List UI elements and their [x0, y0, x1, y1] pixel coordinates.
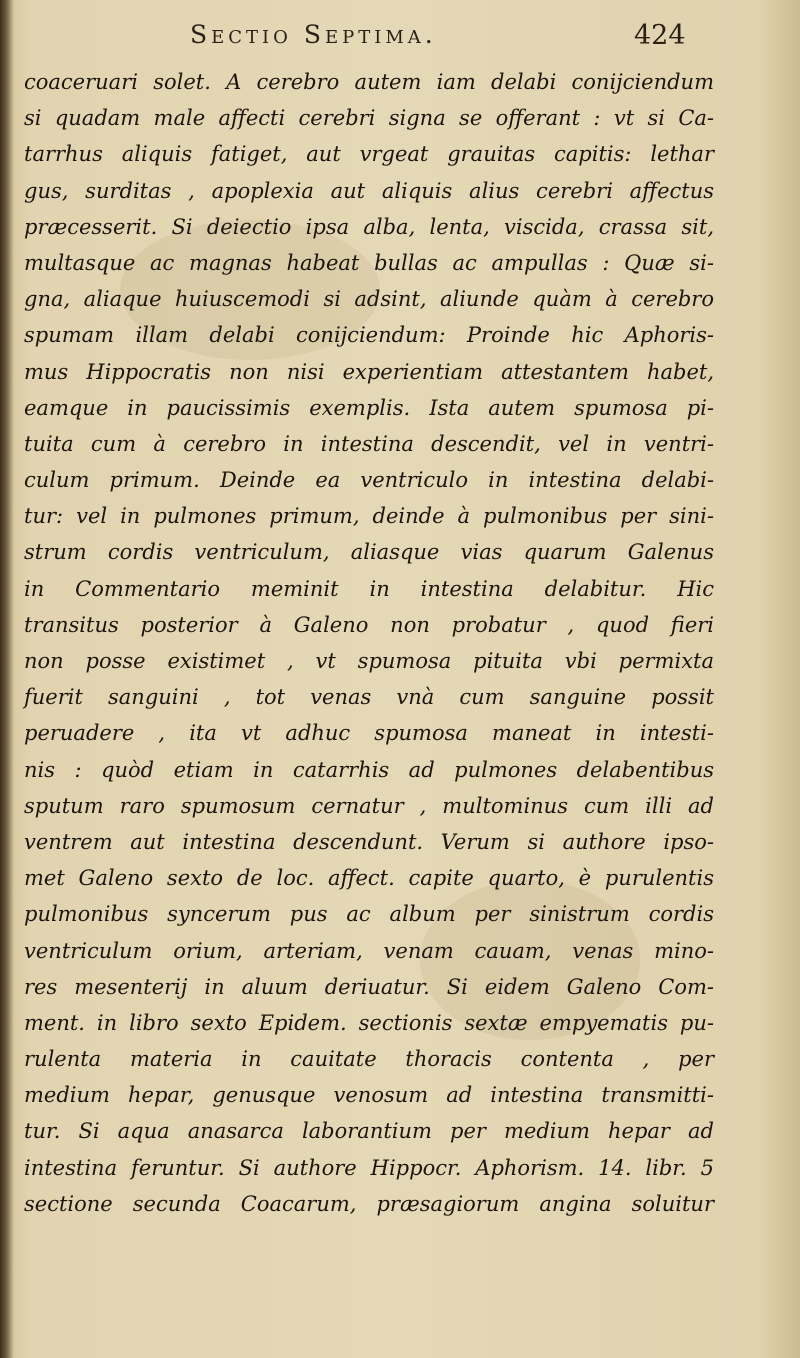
text-line: si quadam male affecti cerebri signa se offerant : vt si Ca-	[24, 106, 714, 131]
text-line: pulmonibus syncerum pus ac album per sinistrum cordis	[24, 902, 714, 927]
text-line: gna, aliaque huiuscemodi si adsint, aliunde quàm à cerebro	[24, 287, 714, 312]
page-number: 424	[634, 20, 686, 51]
text-line: coaceruari solet. A cerebro autem iam delabi conijciendum	[24, 70, 714, 94]
text-line: medium hepar, genusque venosum ad intestina transmitti-	[24, 1083, 714, 1108]
text-line: met Galeno sexto de loc. affect. capite quarto, è purulentis	[24, 866, 714, 891]
text-line: tuita cum à cerebro in intestina descendit, vel in ventri-	[24, 431, 714, 456]
text-line: strum cordis ventriculum, aliasque vias quarum Galenus	[24, 540, 714, 565]
text-line: sputum raro spumosum cernatur , multominus cum illi ad	[24, 793, 714, 818]
text-line: sectione secunda Coacarum, præsagiorum angina soluitur	[24, 1191, 714, 1216]
text-line: tarrhus aliquis fatiget, aut vrgeat grauitas capitis: lethar	[24, 142, 714, 167]
text-line: rulenta materia in cauitate thoracis contenta , per	[24, 1047, 714, 1072]
running-head: Sectio Septima.	[190, 20, 437, 49]
text-line: eamque in paucissimis exemplis. Ista autem spumosa pi-	[24, 395, 714, 420]
text-line: ment. in libro sexto Epidem. sectionis sextæ empyematis pu-	[24, 1010, 714, 1035]
text-line: mus Hippocratis non nisi experientiam attestantem habet,	[24, 359, 714, 384]
text-line: gus, surditas , apoplexia aut aliquis alius cerebri affectus	[24, 178, 714, 203]
text-line: spumam illam delabi conijciendum: Proinde hic Aphoris-	[24, 323, 714, 348]
text-line: tur. Si aqua anasarca laborantium per medium hepar ad	[24, 1119, 714, 1144]
text-line: transitus posterior à Galeno non probatur , quod fieri	[24, 612, 714, 637]
text-line: ventrem aut intestina descendunt. Verum si authore ipso-	[24, 829, 714, 854]
text-line: intestina feruntur. Si authore Hippocr. Aphorism. 14. libr. 5	[24, 1155, 714, 1180]
text-line: res mesenterij in aluum deriuatur. Si eidem Galeno Com-	[24, 974, 714, 999]
text-line: multasque ac magnas habeat bullas ac ampullas : Quæ si-	[24, 250, 714, 275]
text-line: culum primum. Deinde ea ventriculo in intestina delabi-	[24, 468, 714, 493]
text-line: fuerit sanguini , tot venas vnà cum sanguine possit	[24, 685, 714, 710]
text-line: peruadere , ita vt adhuc spumosa maneat in intesti-	[24, 721, 714, 746]
text-line: tur: vel in pulmones primum, deinde à pulmonibus per sini-	[24, 504, 714, 529]
text-line: in Commentario meminit in intestina delabitur. Hic	[24, 576, 714, 601]
text-line: præcesserit. Si deiectio ipsa alba, lenta, viscida, crassa sit,	[24, 214, 714, 239]
text-line: nis : quòd etiam in catarrhis ad pulmones delabentibus	[24, 757, 714, 782]
text-line: ventriculum orium, arteriam, venam cauam, venas mino-	[24, 938, 714, 963]
text-line: non posse existimet , vt spumosa pituita vbi permixta	[24, 649, 714, 673]
body-text	[24, 64, 714, 1222]
book-spine-shadow	[0, 0, 14, 1358]
